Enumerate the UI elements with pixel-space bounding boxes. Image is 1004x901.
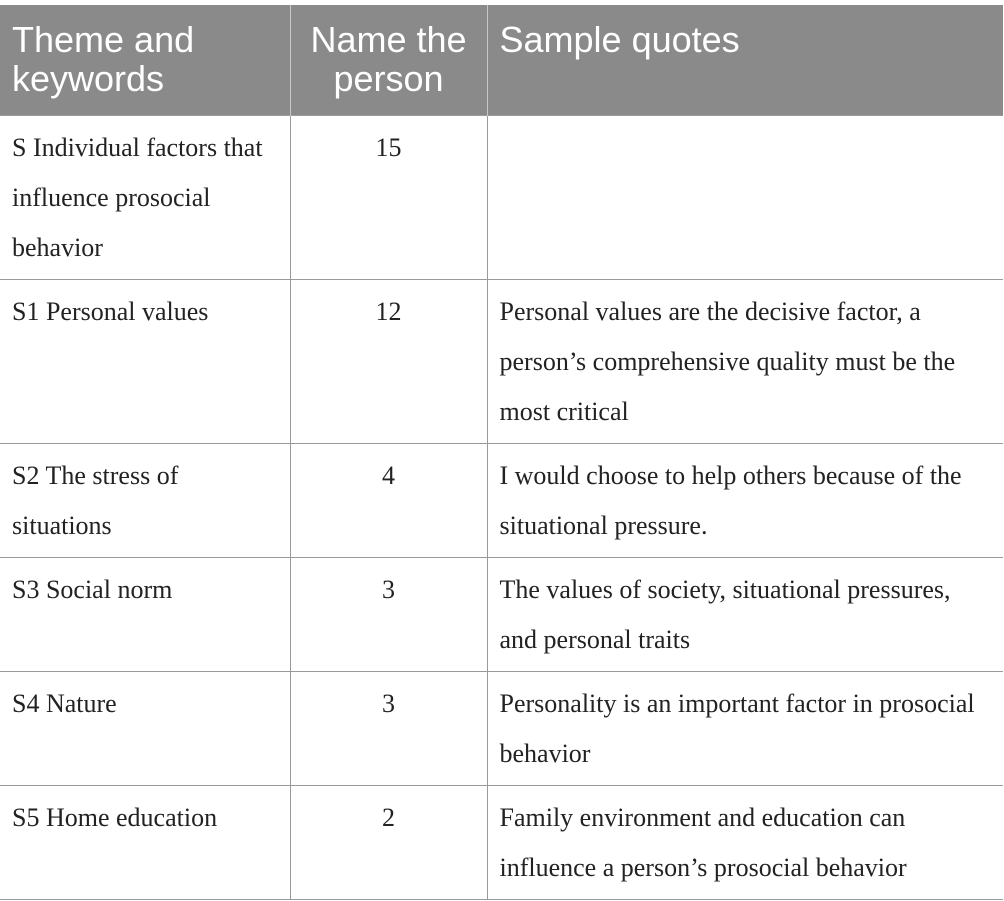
table-header: [0, 5, 1003, 116]
table-body: [0, 116, 1003, 900]
count-cell: 3: [290, 558, 487, 672]
header-count: Name the person: [290, 5, 487, 116]
count-cell: 3: [290, 672, 487, 786]
theme-cell: S1 Personal values: [0, 280, 290, 444]
header-quotes: Sample quotes: [487, 5, 1003, 116]
theme-cell: S5 Home education: [0, 786, 290, 900]
count-cell: 2: [290, 786, 487, 900]
table-row: [0, 672, 1003, 786]
table-row: [0, 116, 1003, 280]
table-row: [0, 558, 1003, 672]
theme-cell: S3 Social norm: [0, 558, 290, 672]
theme-cell: S4 Nature: [0, 672, 290, 786]
quote-cell: I would choose to help others because of the situational pressure.: [487, 444, 1003, 558]
table-row: [0, 786, 1003, 900]
count-cell: 12: [290, 280, 487, 444]
themes-table: [0, 5, 1003, 900]
theme-cell: S Individual factors that influence prosocial behavior: [0, 116, 290, 280]
quote-cell: Personality is an important factor in prosocial behavior: [487, 672, 1003, 786]
header-theme: Theme and keywords: [0, 5, 290, 116]
count-cell: 4: [290, 444, 487, 558]
theme-cell: S2 The stress of situations: [0, 444, 290, 558]
quote-cell: [487, 116, 1003, 280]
quote-cell: Family environment and education can influence a person’s prosocial behavior: [487, 786, 1003, 900]
table-row: [0, 444, 1003, 558]
count-cell: 15: [290, 116, 487, 280]
quote-cell: Personal values are the decisive factor, a person’s comprehensive quality must be the most critical: [487, 280, 1003, 444]
quote-cell: The values of society, situational pressures, and personal traits: [487, 558, 1003, 672]
header-row: [0, 5, 1003, 116]
table-row: [0, 280, 1003, 444]
